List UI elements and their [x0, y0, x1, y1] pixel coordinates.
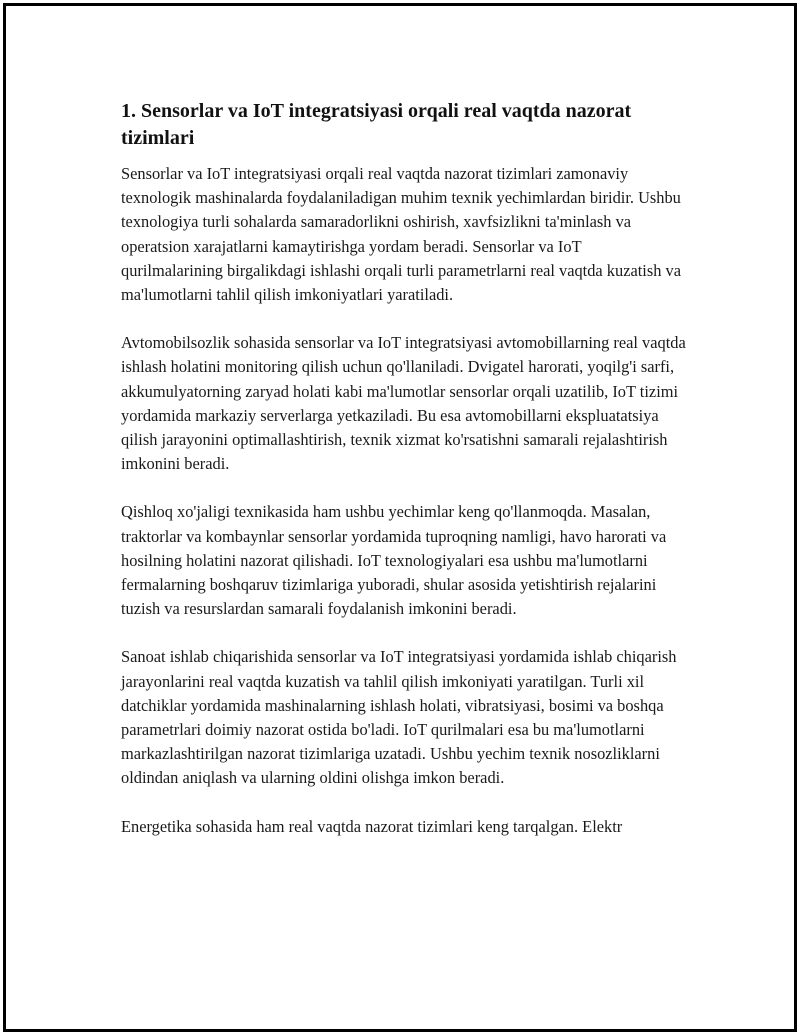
paragraph-industry: Sanoat ishlab chiqarishida sensorlar va IoT integratsiyasi yordamida ishlab chiqarish jarayonlarini real vaqtda kuzatish va tahlil qilish imkoniyati yaratilgan. Turli xil datchiklar yordamida mashinalarning ishlash holati, vibratsiyasi, bosimi va boshqa parametrlari doimiy nazorat ostida bo'ladi. IoT qurilmalari esa bu ma'lumotlarni markazlashtirilgan nazorat tizimlariga uzatadi. Ushbu yechim texnik nosozliklarni oldindan aniqlash va ularning oldini olishga imkon beradi.: [121, 647, 677, 788]
document-body: [121, 98, 687, 863]
section-heading: 1. Sensorlar va IoT integratsiyasi orqali real vaqtda nazorat tizimlari: [121, 100, 632, 149]
page-frame: [3, 3, 797, 1032]
paragraph-automotive: Avtomobilsozlik sohasida sensorlar va IoT integratsiyasi avtomobillarning real vaqtda ishlash holatini monitoring qilish uchun qo'llaniladi. Dvigatel harorati, yoqilg'i sarfi, akkumulyatorning zaryad holati kabi ma'lumotlar sensorlar orqali uzatilib, IoT tizimi yordamida markaziy serverlarga yetkaziladi. Bu esa avtomobillarni ekspluatatsiya qilish jarayonini optimallashtirish, texnik xizmat ko'rsatishni samarali rejalashtirish imkonini beradi.: [121, 333, 686, 474]
paragraph-agriculture: Qishloq xo'jaligi texnikasida ham ushbu yechimlar keng qo'llanmoqda. Masalan, traktorlar va kombaynlar sensorlar yordamida tuproqning namligi, havo harorati va hosilning holatini nazorat qilishadi. IoT texnologiyalari esa ushbu ma'lumotlarni fermalarning boshqaruv tizimlariga yuboradi, shular asosida yetishtirish rejalarini tuzish va resurslardan samarali foydalanish imkonini beradi.: [121, 502, 667, 619]
paragraph-energy: Energetika sohasida ham real vaqtda nazorat tizimlari keng tarqalgan. Elektr: [121, 816, 623, 836]
paragraph-intro: Sensorlar va IoT integratsiyasi orqali real vaqtda nazorat tizimlari zamonaviy texnologik mashinalarda foydalaniladigan muhim texnik yechimlardan biridir. Ushbu texnologiya turli sohalarda samaradorlikni oshirish, xavfsizlikni ta'minlash va operatsion xarajatlarni kamaytirishga yordam beradi. Sensorlar va IoT qurilmalarining birgalikdagi ishlashi orqali turli parametrlarni real vaqtda kuzatish va ma'lumotlarni tahlil qilish imkoniyatlari yaratiladi.: [121, 164, 681, 305]
